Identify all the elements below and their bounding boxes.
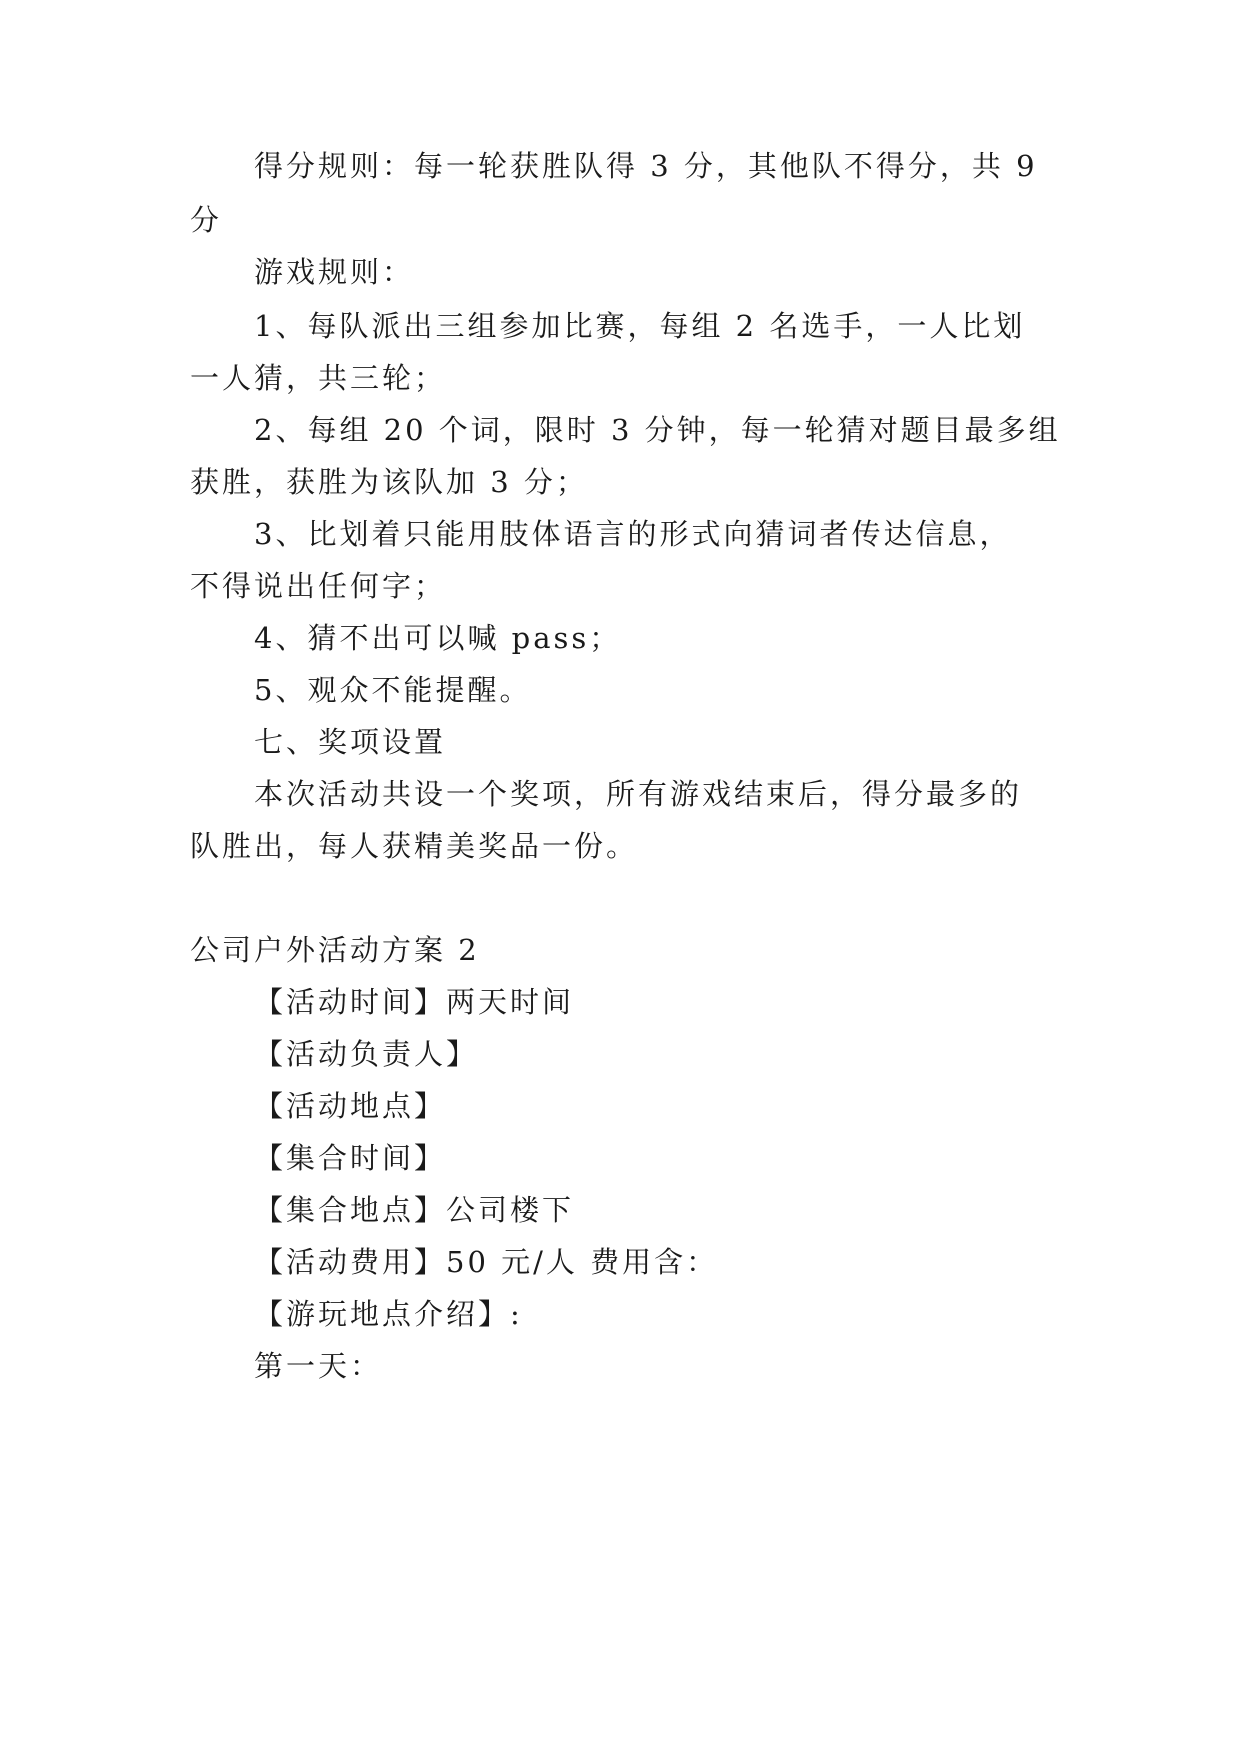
rule-2-line-1: 2、每组 20 个词，限时 3 分钟，每一轮猜对题目最多组 xyxy=(254,413,1061,447)
rule-5: 5、观众不能提醒。 xyxy=(254,673,532,707)
activity-time-item: 【活动时间】两天时间 xyxy=(254,985,575,1019)
rule-1-line-2: 一人猜，共三轮； xyxy=(190,361,447,395)
section-heading-awards: 七、奖项设置 xyxy=(254,725,447,759)
rule-1-line-1: 1、每队派出三组参加比赛，每组 2 名选手，一人比划 xyxy=(254,309,1026,343)
rule-4: 4、猜不出可以喊 pass； xyxy=(254,621,622,655)
awards-paragraph-line-1: 本次活动共设一个奖项，所有游戏结束后，得分最多的 xyxy=(254,777,1023,811)
activity-location-item: 【活动地点】 xyxy=(254,1089,447,1123)
rule-3-line-2: 不得说出任何字； xyxy=(190,569,447,603)
plan-title: 公司户外活动方案 2 xyxy=(190,933,480,967)
gathering-place-item: 【集合地点】公司楼下 xyxy=(254,1193,575,1227)
activity-lead-item: 【活动负责人】 xyxy=(254,1037,479,1071)
venue-intro-item: 【游玩地点介绍】: xyxy=(254,1297,523,1331)
activity-fee-item: 【活动费用】50 元/人 费用含： xyxy=(254,1245,719,1279)
gathering-time-item: 【集合时间】 xyxy=(254,1141,447,1175)
rule-2-line-2: 获胜，获胜为该队加 3 分； xyxy=(190,465,588,499)
day-one-heading: 第一天： xyxy=(254,1349,383,1383)
scoring-rules-line-2: 分 xyxy=(190,203,223,237)
rule-3-line-1: 3、比划着只能用肢体语言的形式向猜词者传达信息， xyxy=(254,517,1012,551)
awards-paragraph-line-2: 队胜出，每人获精美奖品一份。 xyxy=(190,829,639,863)
scoring-rules-line-1: 得分规则：每一轮获胜队得 3 分，其他队不得分，共 9 xyxy=(254,149,1038,183)
game-rules-heading: 游戏规则： xyxy=(254,255,415,289)
